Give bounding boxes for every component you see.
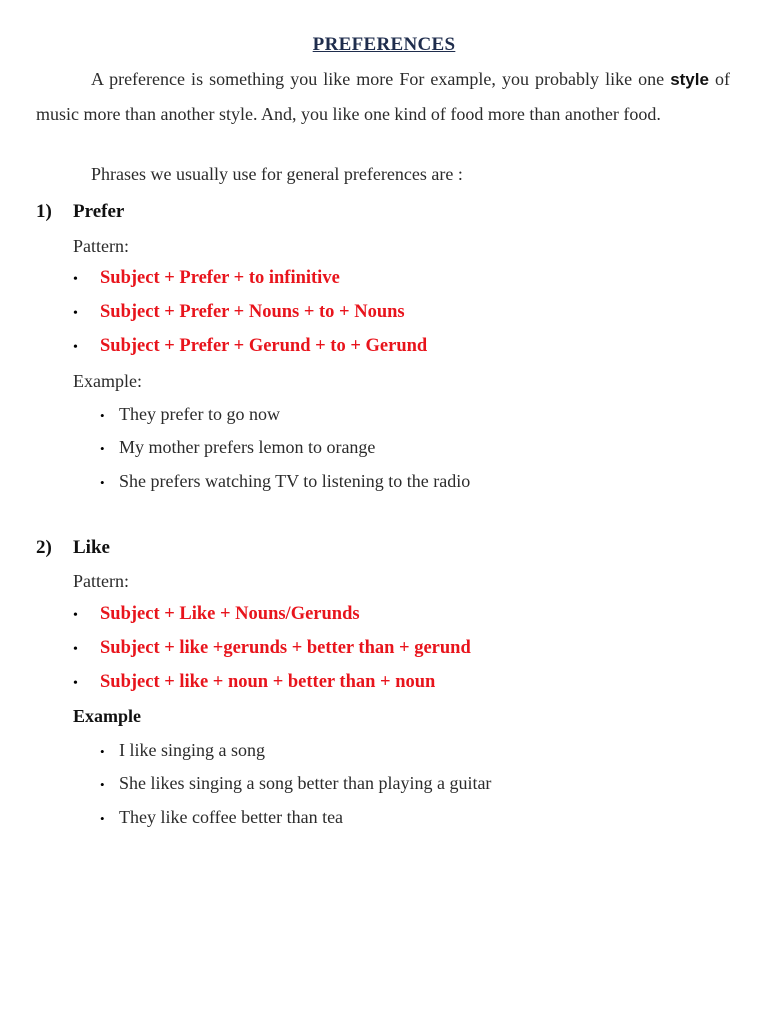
example-text: They prefer to go now xyxy=(119,404,280,424)
example-label: Example xyxy=(73,706,142,726)
pattern-text: Subject + like + noun + better than + noun xyxy=(100,672,436,692)
pattern-text: Subject + Prefer + Gerund + to + Gerund xyxy=(100,336,428,356)
bullet-icon: • xyxy=(73,272,78,287)
intro-text-start: A preference is something you like more For example, you probably like one xyxy=(91,69,671,89)
pattern-label: Pattern: xyxy=(73,236,129,256)
example-text: My mother prefers lemon to orange xyxy=(119,437,376,457)
bullet-icon: • xyxy=(100,777,105,792)
bullet-icon: • xyxy=(73,340,78,355)
example-item xyxy=(100,404,280,425)
section-title: Prefer xyxy=(73,201,125,222)
page-title: PREFERENCES xyxy=(312,34,456,55)
pattern-text: Subject + like +gerunds + better than + gerund xyxy=(100,638,471,658)
pattern-item xyxy=(73,268,340,289)
section-heading-prefer xyxy=(36,201,124,223)
bullet-icon: • xyxy=(73,608,78,623)
section-number: 2) xyxy=(36,537,52,558)
pattern-text: Subject + Prefer + Nouns + to + Nouns xyxy=(100,302,405,322)
pattern-text: Subject + Prefer + to infinitive xyxy=(100,268,340,288)
bullet-icon: • xyxy=(100,441,105,456)
example-text: She prefers watching TV to listening to the radio xyxy=(119,471,471,491)
example-item xyxy=(100,807,343,828)
example-text: She likes singing a song better than playing a guitar xyxy=(119,773,492,793)
bullet-icon: • xyxy=(73,642,78,657)
intro-paragraph xyxy=(36,62,730,131)
bullet-icon: • xyxy=(100,408,105,423)
example-item xyxy=(100,773,491,794)
example-label: Example: xyxy=(73,371,142,391)
bullet-icon: • xyxy=(73,676,78,691)
bullet-icon: • xyxy=(100,475,105,490)
intro-text-end: of music more than another style. And, you like one kind of food more than another food. xyxy=(36,69,730,124)
bullet-icon: • xyxy=(100,811,105,826)
example-item xyxy=(100,740,265,761)
example-item xyxy=(100,437,375,458)
example-item xyxy=(100,471,470,492)
phrases-intro-line: Phrases we usually use for general preferences are : xyxy=(91,164,463,184)
example-text: They like coffee better than tea xyxy=(119,807,344,827)
pattern-item xyxy=(73,302,405,323)
bullet-icon: • xyxy=(100,744,105,759)
intro-style-word: style xyxy=(670,70,709,89)
example-text: I like singing a song xyxy=(119,740,265,760)
pattern-item xyxy=(73,638,471,659)
pattern-item xyxy=(73,604,360,625)
pattern-item xyxy=(73,336,427,357)
section-number: 1) xyxy=(36,201,52,222)
pattern-label: Pattern: xyxy=(73,571,129,591)
section-heading-like xyxy=(36,537,110,559)
pattern-item xyxy=(73,672,435,693)
section-title: Like xyxy=(73,537,110,558)
bullet-icon: • xyxy=(73,306,78,321)
pattern-text: Subject + Like + Nouns/Gerunds xyxy=(100,604,360,624)
